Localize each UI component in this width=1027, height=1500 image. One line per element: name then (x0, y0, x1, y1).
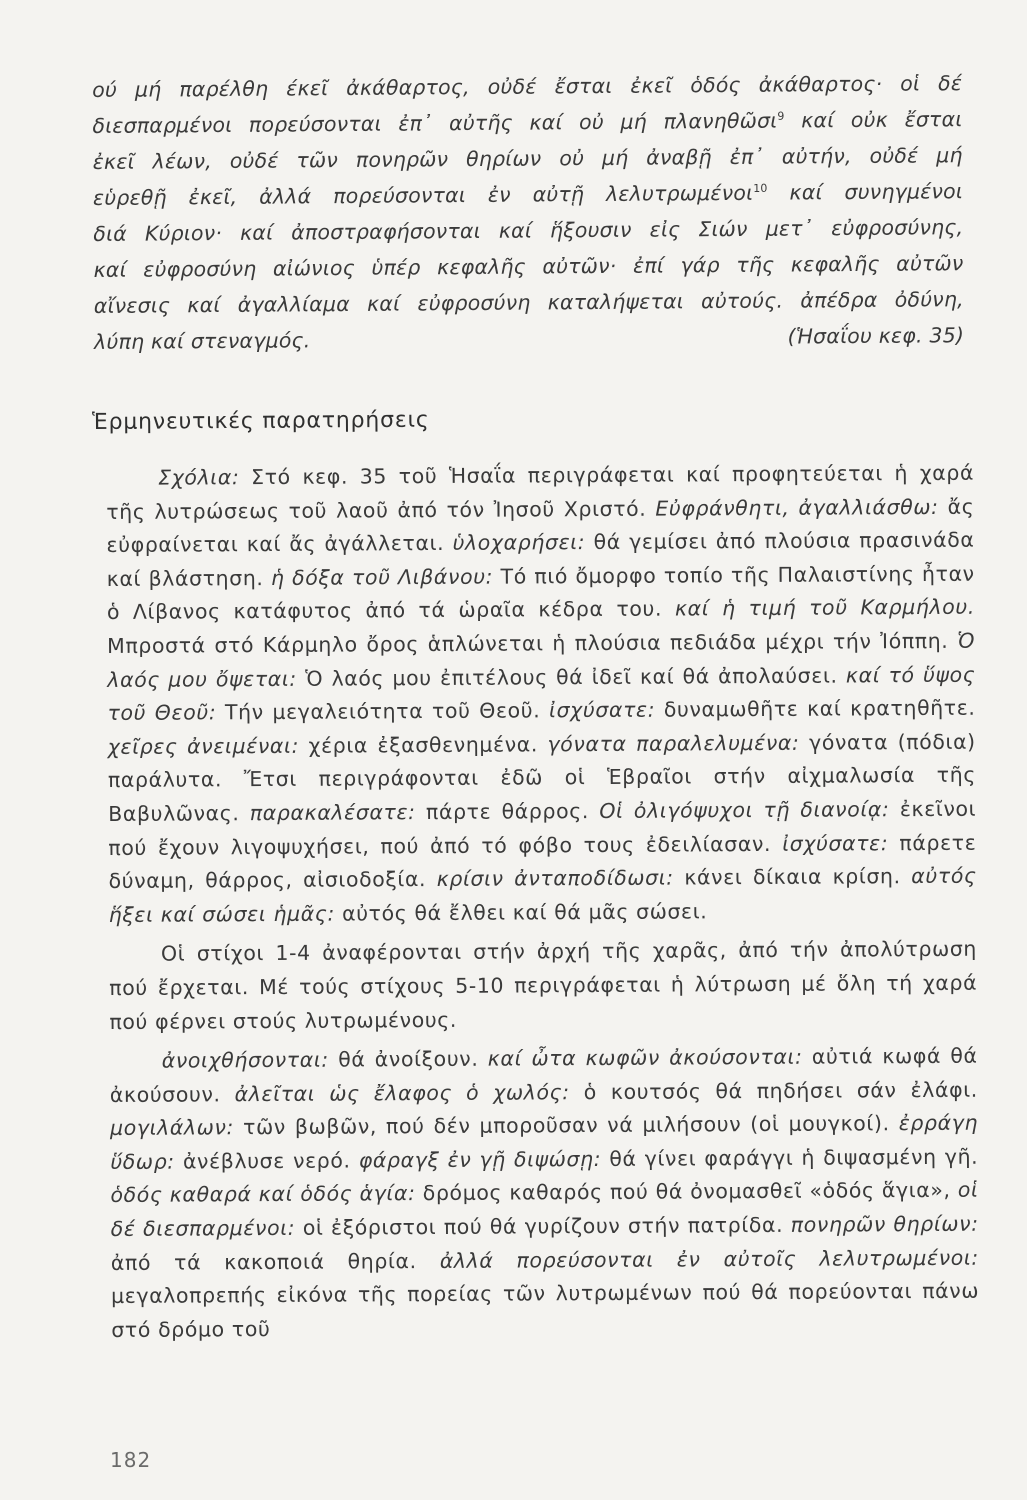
gloss-text: γόνατα (πόδια) παράλυτα. Ἔτσι περιγράφονται ἐδῶ οἱ Ἑβραῖοι στήν αἰχμαλωσία τῆς Βαβυλῶνας. (107, 729, 977, 826)
glossed-term: ἐρράγη ὕδωρ: (110, 1110, 979, 1174)
gloss-text: ὁ κουτσός θά πηδήσει σάν ἐλάφι. (569, 1077, 978, 1104)
glossed-term: καί τό ὕψος τοῦ Θεοῦ: (107, 662, 976, 726)
gloss-text: Τήν μεγαλειότητα τοῦ Θεοῦ. (216, 698, 550, 725)
glossed-term: αὐτός ἥξει καί σώσει ἡμᾶς: (108, 863, 977, 927)
gloss-text: μεγαλοπρεπής εἰκόνα τῆς πορείας τῶν λυτρωμένων πού θά πορεύονται πάνω στό δρόμο τοῦ (111, 1278, 980, 1342)
gloss-text: δρόμος καθαρός πού θά ὀνομασθεῖ «ὁδός ἅγια», (415, 1178, 958, 1206)
gloss-text: θά γεμίσει ἀπό πλούσια πρασινάδα καί βλάστηση. (106, 527, 975, 591)
glossed-term: Οἱ ὀλιγόψυχοι τῇ διανοίᾳ: (599, 797, 890, 823)
page-number: 182 (110, 1448, 152, 1472)
glossed-term: κρίσιν ἀνταποδίδωσι: (436, 865, 674, 892)
footnote-marker: 9 (777, 109, 785, 123)
glossed-term: Ὁ λαός μου ὄψεται: (107, 628, 976, 692)
gloss-text: ἐκεῖνοι πού ἔχουν λιγοψυχήσει, πού ἀπό τό φόβο τους ἐδειλίασαν. (108, 796, 977, 860)
quote-line: διά Κύριον· καί ἀποστραφήσονται καί ἥξουσιν εἰς Σιών μετ᾽ εὐφροσύνης, (93, 215, 964, 246)
gloss-text: τῶν βωβῶν, πού δέν μποροῦσαν νά μιλήσουν (οἱ μουγκοί). (233, 1111, 899, 1140)
gloss-text: πάρτε θάρρος. (415, 798, 600, 825)
commentary-paragraph (110, 1040, 980, 1348)
glossed-term: γόνατα παραλελυμένα: (547, 730, 800, 757)
commentary-body (106, 457, 979, 1348)
quote-source: (Ἡσαΐου κεφ. 35) (787, 323, 965, 349)
glossed-term: ἰσχύσατε: (548, 697, 656, 723)
quote-line: καί εὐφροσύνη αἰώνιος ὑπέρ κεφαλῆς αὐτῶν· ἐπί γάρ τῆς κεφαλῆς αὐτῶν (93, 251, 964, 282)
gloss-text: δυναμωθῆτε καί κρατηθῆτε. (655, 695, 976, 722)
gloss-text: Μπροστά στό Κάρμηλο ὄρος ἁπλώνεται ἡ πλούσια πεδιάδα μέχρι τήν Ἰόππη. (107, 628, 958, 658)
glossed-term: παρακαλέσατε: (249, 800, 416, 826)
glossed-term: οἱ δέ διεσπαρμένοι: (110, 1178, 979, 1242)
glossed-term: μογιλάλων: (109, 1115, 235, 1141)
glossed-term: ἀλεῖται ὡς ἔλαφος ὁ χωλός: (234, 1079, 570, 1106)
gloss-text: πάρετε δύναμη, θάρρος, αἰσιοδοξία. (108, 830, 977, 894)
glossed-term: φάραγξ ἐν γῇ διψώσῃ: (358, 1146, 602, 1173)
glossed-term: Εὐφράνθητι, ἀγαλλιάσθω: (655, 494, 939, 521)
gloss-text: ἀπό τά κακοποιά θηρία. (110, 1248, 440, 1275)
gloss-text: Οἱ στίχοι 1-4 ἀναφέρονται στήν ἀρχή τῆς χαρᾶς, ἀπό τήν ἀπολύτρωση πού ἔρχεται. Μέ τούς στίχους 5-10 περιγράφεται ἡ λύτρωση μέ ὅλη τή χαρά πού φέρνει στούς λυτρωμένους. (109, 937, 978, 1034)
quote-line: ού μή παρέλθη έκεῖ ἀκάθαρτος, οὐδέ ἔσται ἐκεῖ ὁδός ἀκάθαρτος· οἱ δέ (92, 71, 963, 102)
gloss-text: κάνει δίκαια κρίση. (673, 864, 912, 890)
glossed-term: καί ὦτα κωφῶν ἀκούσονται: (487, 1044, 803, 1071)
glossed-term: ὑλοχαρήσει: (452, 530, 586, 556)
quote-last-line (94, 317, 964, 360)
glossed-term: χεῖρες ἀνειμέναι: (107, 733, 300, 759)
glossed-term: ἡ δόξα τοῦ Λιβάνου: (270, 564, 494, 590)
glossed-term: ἰσχύσατε: (782, 830, 889, 856)
glossed-term: ὁδός καθαρά καί ὁδός ἁγία: (110, 1181, 416, 1208)
quote-line-tail: καί συνηγμένοι (789, 179, 964, 205)
gloss-text: θά γίνει φαράγγι ἡ διψασμένη γῆ. (601, 1144, 979, 1171)
gloss-text: χέρια ἐξασθενημένα. (298, 732, 548, 758)
glossed-term: ἀνοιχθήσονται: (161, 1047, 329, 1073)
gloss-text: οἱ ἐξόριστοι πού θά γυρίζουν στήν πατρίδα. (295, 1212, 791, 1240)
gloss-text: Τό πιό ὄμορφο τοπίο τῆς Παλαιστίνης ἦταν ὁ Λίβανος κατάφυτος ἀπό τά ὡραῖα κέδρα του. (106, 561, 975, 625)
section-heading: Ἑρμηνευτικές παρατηρήσεις (92, 407, 430, 435)
glossed-term: Σχόλια: (158, 465, 240, 490)
quote-line-tail: καί οὐκ ἔσται (801, 107, 963, 133)
quote-line-text: λύπη καί στεναγμός. (94, 328, 311, 354)
quote-line: ἐκεῖ λέων, οὐδέ τῶν πονηρῶν θηρίων οὐ μή ἀναβῇ ἐπ᾽ αὐτήν, οὐδέ μή (92, 143, 963, 174)
glossed-term: πονηρῶν θηρίων: (790, 1211, 979, 1237)
quote-line-text: εὑρεθῇ ἐκεῖ, ἀλλά πορεύσονται ἐν αὐτῇ λελυτρωμένοι (92, 180, 754, 210)
quote-line: αἴνεσις καί ἀγαλλίαμα καί εὐφροσύνη καταλήψεται αὐτούς. ἀπέδρα ὀδύνη, (93, 287, 964, 318)
footnote-marker: 10 (753, 181, 768, 195)
gloss-text: ἀνέβλυσε νερό. (174, 1148, 359, 1174)
glossed-term: καί ἡ τιμή τοῦ Καρμήλου. (674, 595, 975, 621)
commentary-paragraph (109, 933, 978, 1039)
glossed-term: ἀλλά πορεύσονται ἐν αὐτοῖς λελυτρωμένοι: (439, 1245, 979, 1273)
gloss-text: θά ἀνοίξουν. (328, 1046, 488, 1072)
gloss-text: ἄς εὐφραίνεται καί ἄς ἀγάλλεται. (106, 494, 975, 558)
quote-line-text: διεσπαρμένοι πορεύσονται ἐπ᾽ αὐτῆς καί οὐ μή πλανηθῶσι (92, 108, 778, 138)
gloss-text: Στό κεφ. 35 τοῦ Ἡσαΐα περιγράφεται καί προφητεύεται ἡ χαρά τῆς λυτρώσεως τοῦ λαοῦ ἀπό τόν Ἰησοῦ Χριστό. (106, 460, 975, 524)
gloss-text: Ὁ λαός μου ἐπιτέλους θά ἰδεῖ καί θά ἀπολαύσει. (296, 663, 846, 691)
scripture-quote (92, 65, 964, 360)
gloss-text: αὐτός θά ἔλθει καί θά μᾶς σώσει. (334, 899, 708, 926)
gloss-text: αὐτιά κωφά θά ἀκούσουν. (109, 1043, 978, 1107)
commentary-paragraph (106, 457, 977, 933)
